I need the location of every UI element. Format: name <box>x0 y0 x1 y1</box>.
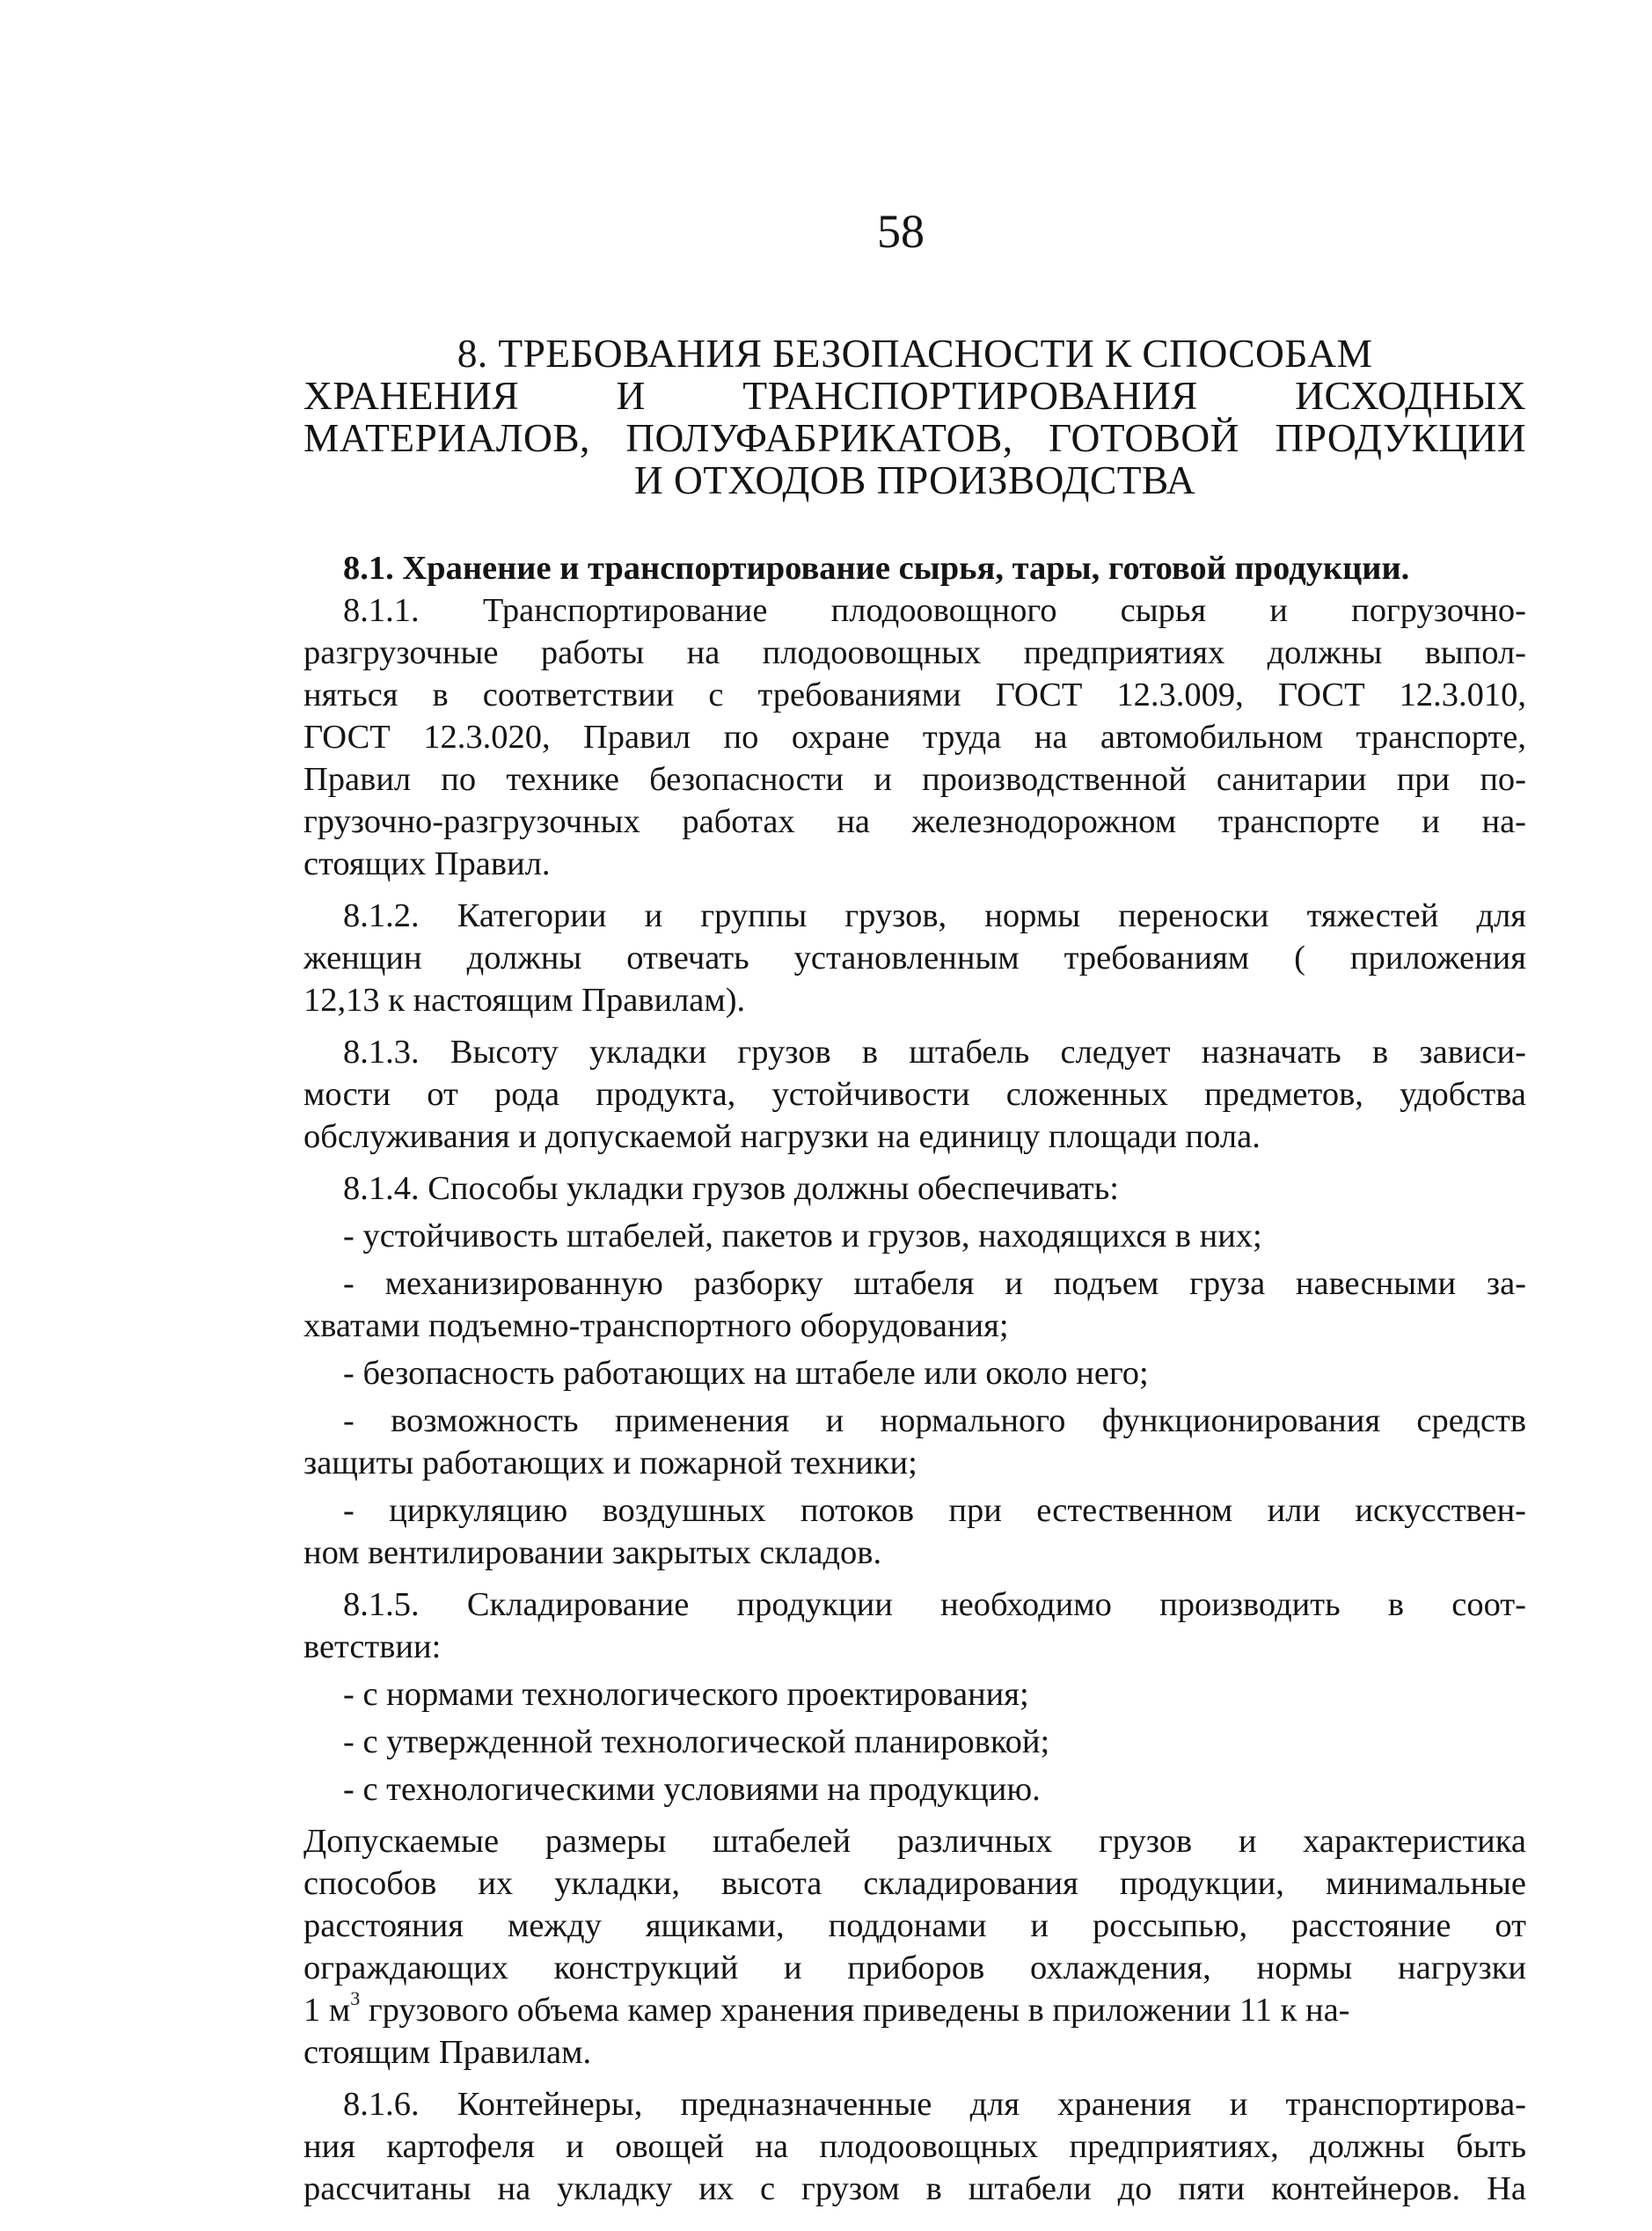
paragraph-dimensions <box>303 1820 1526 2074</box>
text-line: стоящих Правил. <box>303 845 551 882</box>
text-line: 8.1.5. Складирование продукции необходимо производить в соот- <box>343 1586 1526 1623</box>
heading-line: МАТЕРИАЛОВ, ПОЛУФАБРИКАТОВ, ГОТОВОЙ ПРОДУКЦИИ <box>303 415 1526 460</box>
clause-8-1-6 <box>303 2083 1526 2210</box>
heading-line: И ОТХОДОВ ПРОИЗВОДСТВА <box>633 457 1196 502</box>
text-line <box>303 1989 1526 2031</box>
page-number: 58 <box>877 205 925 258</box>
text-line: обслуживания и допускаемой нагрузки на единицу площади пола. <box>303 1118 1261 1155</box>
text-line: 8.1.2. Категории и группы грузов, нормы переноски тяжестей для <box>343 897 1526 934</box>
list-item: - с технологическими условиями на продукцию. <box>343 1771 1041 1808</box>
text-line: расстояния между ящиками, поддонами и россыпью, расстояние от <box>303 1907 1526 1944</box>
text-line: ограждающих конструкций и приборов охлаждения, нормы нагрузки <box>303 1949 1526 1986</box>
list-item: - механизированную разборку штабеля и подъем груза навесными за- <box>343 1265 1526 1302</box>
list-item: - с нормами технологического проектирования; <box>343 1676 1029 1713</box>
text-line: способов их укладки, высота складирования продукции, минимальные <box>303 1865 1526 1902</box>
text-line: Правил по технике безопасности и производственной санитарии при по- <box>303 761 1526 798</box>
clause-8-1-2 <box>303 895 1526 1021</box>
text-line: рассчитаны на укладку их с грузом в штабели до пяти контейнеров. На <box>303 2170 1526 2207</box>
text-line: разгрузочные работы на плодоовощных предприятиях должны выпол- <box>303 634 1526 671</box>
text-line: 12,13 к настоящим Правилам). <box>303 982 746 1019</box>
list-item: - с утвержденной технологической планировкой; <box>343 1723 1050 1760</box>
text-line: 8.1.6. Контейнеры, предназначенные для хранения и транспортирова- <box>343 2086 1526 2123</box>
text-line: мости от рода продукта, устойчивости сложенных предметов, удобства <box>303 1076 1526 1113</box>
text-line: няться в соответствии с требованиями ГОСТ 12.3.009, ГОСТ 12.3.010, <box>303 677 1526 713</box>
list-item: - возможность применения и нормального функционирования средств <box>343 1402 1526 1439</box>
section-heading <box>303 333 1526 501</box>
heading-line: ХРАНЕНИЯ И ТРАНСПОРТИРОВАНИЯ ИСХОДНЫХ <box>303 373 1526 418</box>
text-line: 8.1.4. Способы укладки грузов должны обеспечивать: <box>343 1170 1120 1207</box>
heading-line: 8. ТРЕБОВАНИЯ БЕЗОПАСНОСТИ К СПОСОБАМ <box>457 331 1373 376</box>
text-fragment: грузового объема камер хранения приведены в приложении 11 к на- <box>360 1992 1350 2029</box>
text-line: Допускаемые размеры штабелей различных грузов и характеристика <box>303 1823 1526 1860</box>
superscript: 3 <box>350 1987 361 2010</box>
text-line: хватами подъемно-транспортного оборудования; <box>303 1307 1009 1344</box>
text-fragment: 1 м <box>303 1992 351 2029</box>
text-line: 8.1.3. Высоту укладки грузов в штабель следует назначать в зависи- <box>343 1034 1526 1071</box>
clause-8-1-5 <box>303 1584 1526 1810</box>
document-body <box>303 547 1526 2210</box>
text-line: женщин должны отвечать установленным требованиям ( приложения <box>303 940 1526 977</box>
text-line: ГОСТ 12.3.020, Правил по охране труда на автомобильном транспорте, <box>303 719 1526 756</box>
clause-8-1-4 <box>303 1167 1526 1574</box>
list-item: - безопасность работающих на штабеле или около него; <box>343 1355 1149 1392</box>
clause-8-1-1 <box>303 589 1526 885</box>
text-line: грузочно-разгрузочных работах на железнодорожном транспорте и на- <box>303 803 1526 840</box>
text-line: стоящим Правилам. <box>303 2034 592 2071</box>
list-item: - устойчивость штабелей, пакетов и грузов, находящихся в них; <box>343 1218 1262 1254</box>
text-line: 8.1.1. Транспортирование плодоовощного сырья и погрузочно- <box>343 592 1526 629</box>
subsection-title: 8.1. Хранение и транспортирование сырья, тары, готовой продукции. <box>343 550 1410 587</box>
clause-8-1-3 <box>303 1031 1526 1158</box>
list-item: - циркуляцию воздушных потоков при естественном или искусствен- <box>343 1492 1526 1529</box>
text-line: защиты работающих и пожарной техники; <box>303 1445 917 1481</box>
text-line: ния картофеля и овощей на плодоовощных предприятиях, должны быть <box>303 2128 1526 2165</box>
text-line: ном вентилировании закрытых складов. <box>303 1534 882 1571</box>
text-line: ветствии: <box>303 1628 442 1665</box>
